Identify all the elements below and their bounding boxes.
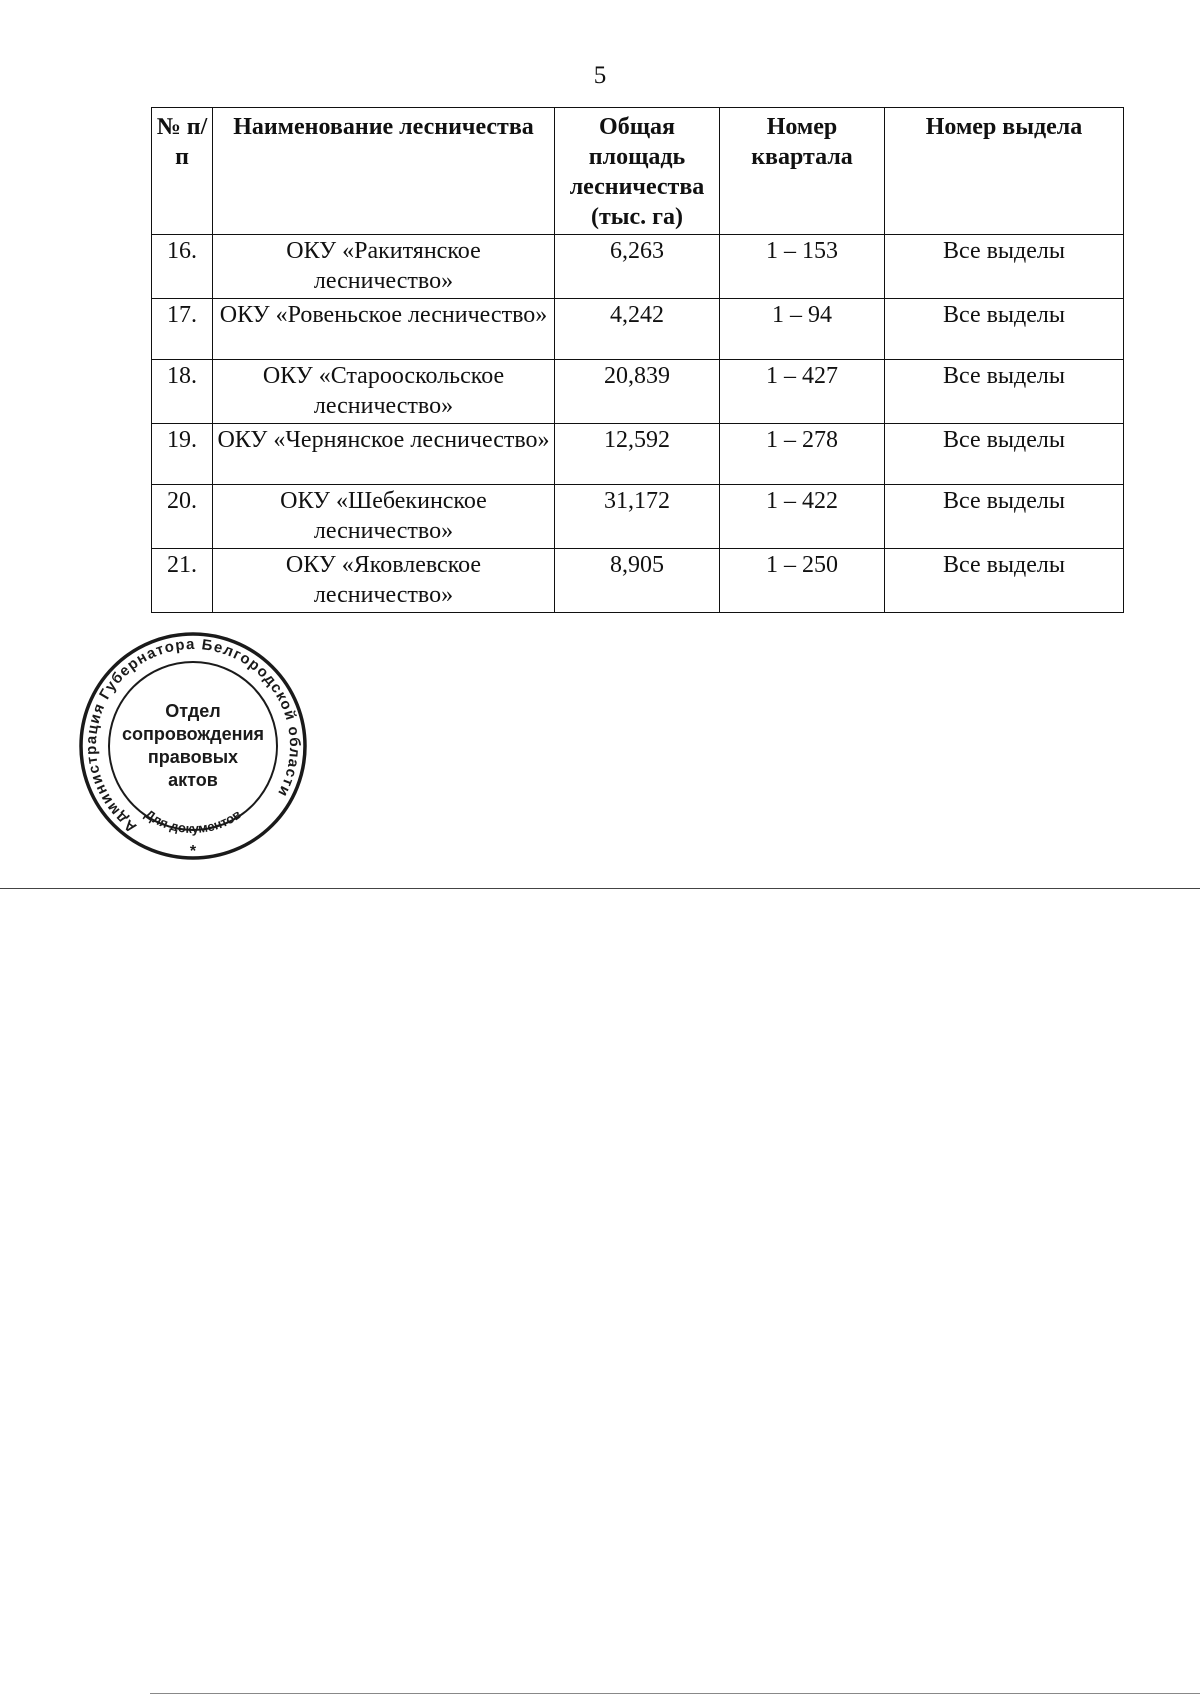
table-row — [152, 235, 1124, 299]
table-header-row — [152, 108, 1124, 235]
cell-plot: Все выделы — [885, 485, 1124, 549]
cell-plot: Все выделы — [885, 299, 1124, 360]
cell-name: ОКУ «Яковлевское лесничество» — [213, 549, 555, 613]
stamp-center-line: Отдел — [165, 701, 221, 721]
cell-num: 16. — [152, 235, 213, 299]
page-divider — [0, 888, 1200, 889]
cell-area: 8,905 — [555, 549, 720, 613]
cell-name: ОКУ «Шебекинское лесничество» — [213, 485, 555, 549]
stamp-center-line: актов — [168, 770, 218, 790]
stamp-center-line: правовых — [147, 747, 239, 767]
cell-plot: Все выделы — [885, 424, 1124, 485]
cell-quarter: 1 – 278 — [720, 424, 885, 485]
stamp-outer-text: Администрация Губернатора Белгородской области — [82, 635, 304, 836]
svg-text:Для документов — [142, 806, 244, 836]
table-row — [152, 485, 1124, 549]
table-row — [152, 549, 1124, 613]
cell-name: ОКУ «Старооскольское лесничество» — [213, 360, 555, 424]
cell-num: 18. — [152, 360, 213, 424]
page-bottom-line — [150, 1693, 1200, 1694]
stamp-center-text — [108, 700, 278, 792]
cell-num: 20. — [152, 485, 213, 549]
header-plot: Номер выдела — [885, 108, 1124, 235]
cell-num: 17. — [152, 299, 213, 360]
cell-name: ОКУ «Ровеньское лесничество» — [213, 299, 555, 360]
table-row — [152, 360, 1124, 424]
cell-quarter: 1 – 422 — [720, 485, 885, 549]
stamp-center-line: сопровождения — [121, 724, 265, 744]
cell-num: 19. — [152, 424, 213, 485]
cell-area: 12,592 — [555, 424, 720, 485]
cell-quarter: 1 – 153 — [720, 235, 885, 299]
header-name: Наименование лесничества — [213, 108, 555, 235]
table-row — [152, 424, 1124, 485]
stamp-mark: * — [189, 843, 197, 860]
cell-name: ОКУ «Чернянское лесничество» — [213, 424, 555, 485]
cell-name: ОКУ «Ракитянское лесничество» — [213, 235, 555, 299]
forestry-table — [151, 107, 1124, 613]
cell-area: 4,242 — [555, 299, 720, 360]
cell-quarter: 1 – 94 — [720, 299, 885, 360]
header-quarter: Номер квартала — [720, 108, 885, 235]
official-stamp — [78, 628, 308, 864]
cell-area: 31,172 — [555, 485, 720, 549]
cell-area: 20,839 — [555, 360, 720, 424]
table-row — [152, 299, 1124, 360]
cell-plot: Все выделы — [885, 549, 1124, 613]
header-area: Общая площадь лесничества (тыс. га) — [555, 108, 720, 235]
cell-area: 6,263 — [555, 235, 720, 299]
cell-quarter: 1 – 250 — [720, 549, 885, 613]
cell-plot: Все выделы — [885, 235, 1124, 299]
cell-num: 21. — [152, 549, 213, 613]
header-num: № п/п — [152, 108, 213, 235]
page-number: 5 — [593, 62, 607, 89]
cell-quarter: 1 – 427 — [720, 360, 885, 424]
cell-plot: Все выделы — [885, 360, 1124, 424]
stamp-inner-text: Для документов — [142, 806, 244, 837]
